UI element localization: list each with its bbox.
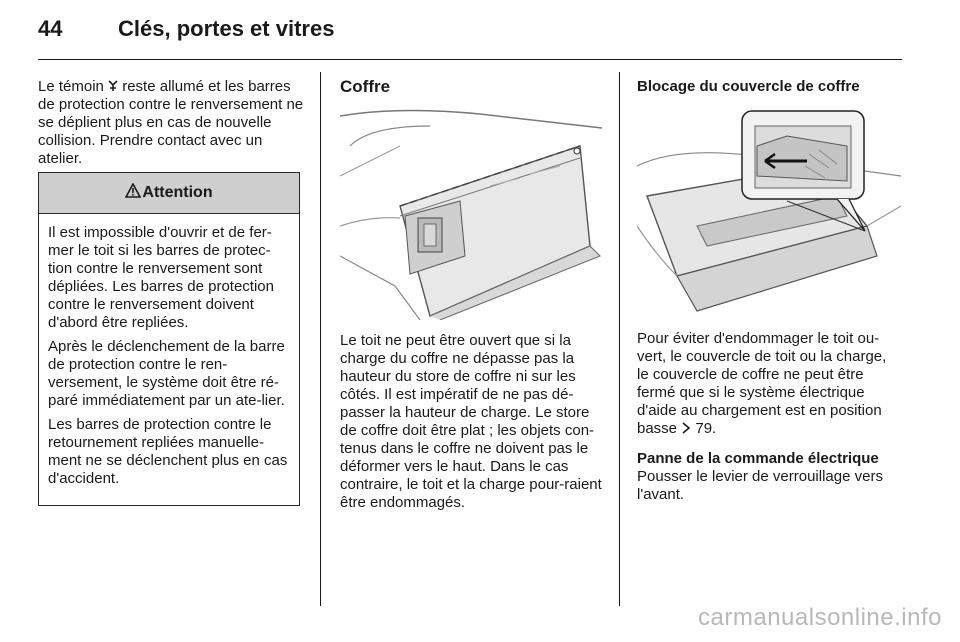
warning-triangle-icon (125, 183, 141, 203)
rollover-bar-warning-icon (108, 79, 118, 91)
watermark: carmanualsonline.info (698, 604, 942, 631)
warning-header (39, 173, 299, 214)
warning-box (38, 172, 300, 506)
warning-title: Attention (142, 184, 213, 201)
warning-paragraph-1: Il est impossible d'ouvrir et de fer-mer le toit si les barres de protec-tion contre le renversement sont dépliées. Les barres de protection contre le renversement doivent d'abord être repliées. (48, 224, 274, 331)
blocage-body: Pour éviter d'endommager le toit ou-vert, le couvercle de toit ou la charge, le couvercle de coffre ne peut être fermé que si le système électrique d'aide au chargement est en position basse 79. (637, 330, 887, 437)
page-number: 44 (38, 16, 63, 41)
intro-paragraph: Le témoin reste allumé et les barres de protection contre le renversement ne se déplient plus en cas de nouvelle collision. Prendre contact avec un atelier. (38, 78, 304, 167)
column-middle (340, 78, 603, 96)
chapter-title: Clés, portes et vitres (118, 16, 335, 41)
header-rule (38, 59, 902, 60)
column-divider-left (320, 72, 321, 606)
column-right (637, 78, 902, 96)
column-left (38, 78, 304, 168)
warning-paragraph-3: Les barres de protection contre le retournement repliées manuelle-ment ne se déclenchent plus en cas d'accident. (48, 416, 288, 487)
coffre-body: Le toit ne peut être ouvert que si la charge du coffre ne dépasse pas la hauteur du store de coffre ni sur les côtés. Il est impératif de ne pas dé-passer la hauteur de charge. Le store de coffre doit être plat ; les objets con-tenus dans le coffre ne doivent pas le déformer vers le haut. Dans le cas contraire, le toit et la charge pour-raient être endommagés. (340, 332, 602, 511)
warning-body (39, 214, 299, 488)
section-heading-blocage: Blocage du couvercle de coffre (637, 78, 860, 95)
coffre-body-block (340, 332, 603, 512)
column-divider-right (619, 72, 620, 606)
trunk-lock-illustration (637, 106, 901, 316)
blocage-body-block (637, 330, 902, 504)
warning-paragraph-2: Après le déclenchement de la barre de protection contre le ren-versement, le système doit être ré-paré immédiatement par un ate-lier. (48, 338, 285, 409)
subheading-panne: Panne de la commande électrique (637, 450, 879, 467)
panne-body: Pousser le levier de verrouillage vers l'avant. (637, 468, 883, 503)
trunk-cover-illustration (340, 106, 602, 320)
section-heading-coffre: Coffre (340, 77, 391, 96)
page-reference[interactable]: 79. (691, 420, 717, 437)
page-reference-arrow-icon (681, 421, 691, 433)
